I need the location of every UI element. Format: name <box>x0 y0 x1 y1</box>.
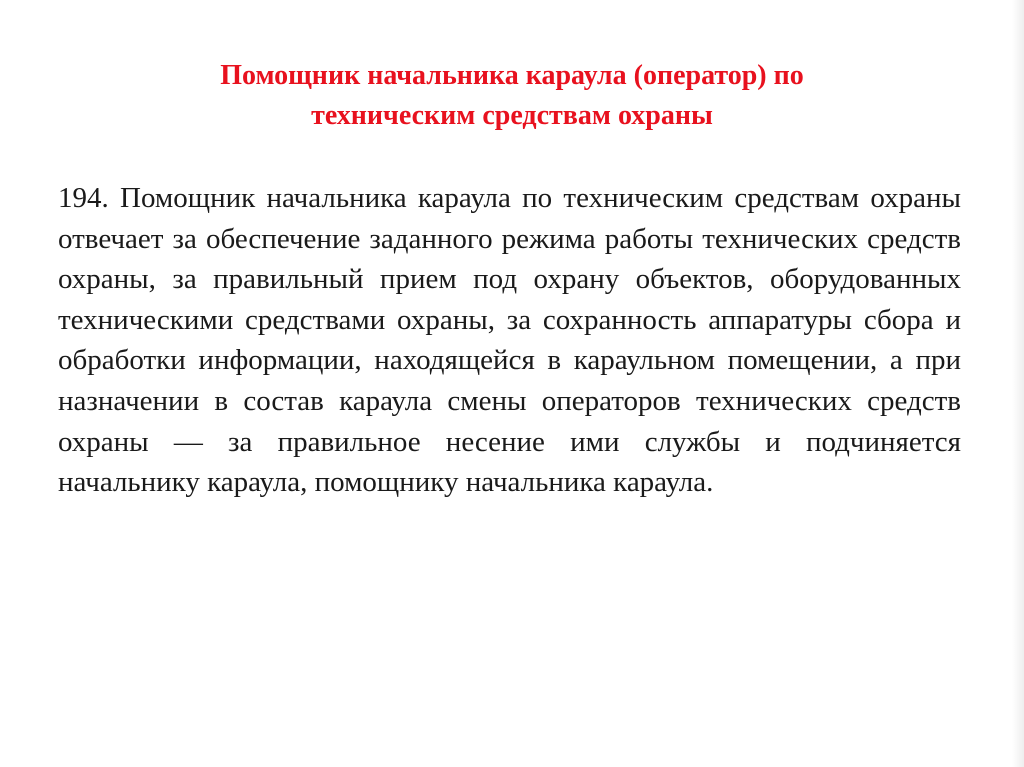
slide-edge-shadow <box>1012 0 1024 767</box>
body-paragraph: 194. Помощник начальника караула по техническим средствам охраны отвечает за обеспечение заданного режима работы технических средств охраны, за правильный прием под охрану объектов, оборудованных техническими средствами охраны, за сохранность аппаратуры сбора и обработки информации, находящейся в караульном помещении, а при назначении в состав караула смены операторов технических средств охраны — за правильное несение ими службы и подчиняется начальнику караула, помощнику начальника караула. <box>58 182 961 499</box>
slide-title <box>0 56 1024 136</box>
slide-title-line-2: техническим средствам охраны <box>311 100 713 131</box>
slide-title-line-1: Помощник начальника караула (оператор) по <box>220 60 804 91</box>
